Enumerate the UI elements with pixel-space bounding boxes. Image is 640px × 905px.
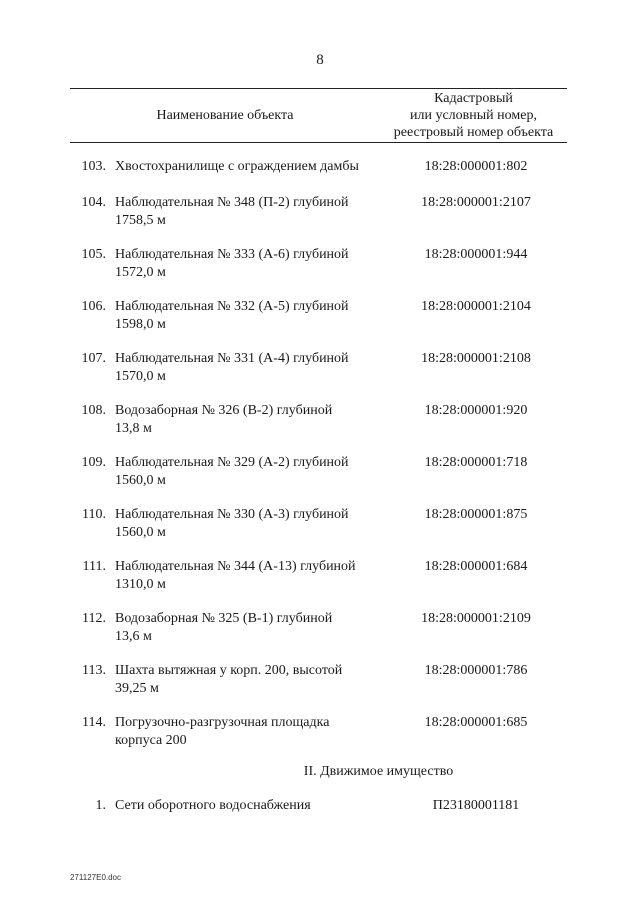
cadastral-number: 18:28:000001:684 [424, 559, 528, 574]
table-header [70, 88, 567, 143]
cadastral-number: 18:28:000001:920 [424, 403, 528, 418]
object-name-line1: Наблюдательная № 333 (А-6) глубиной [115, 247, 349, 262]
object-name-line2: 1572,0 м [115, 265, 166, 280]
row-number: 107. [81, 351, 106, 366]
document-code: 271127E0.doc [70, 873, 122, 882]
row-number: 108. [81, 403, 106, 418]
column-header-cadastral [380, 90, 567, 141]
object-name-line1: Наблюдательная № 330 (А-3) глубиной [115, 507, 349, 522]
object-name [115, 158, 385, 176]
row-number: 114. [82, 715, 106, 730]
object-name-line1: Наблюдательная № 344 (А-13) глубиной [115, 559, 356, 574]
object-name-line2: 1560,0 м [115, 473, 166, 488]
object-name [115, 194, 385, 230]
object-name [115, 246, 385, 282]
object-name-line2: 1310,0 м [115, 577, 166, 592]
object-name-line2: 1570,0 м [115, 369, 166, 384]
object-name-line1: Наблюдательная № 348 (П-2) глубиной [115, 195, 349, 210]
object-name-line1: Шахта вытяжная у корп. 200, высотой [115, 663, 343, 678]
object-name-line1: Наблюдательная № 332 (А-5) глубиной [115, 299, 349, 314]
object-name-line1: Водозаборная № 326 (В-2) глубиной [115, 403, 333, 418]
cadastral-number: 18:28:000001:2108 [421, 351, 531, 366]
column-header-cadastral-line1: Кадастровый [434, 91, 513, 106]
column-header-cadastral-line3: реестровый номер объекта [393, 125, 554, 140]
object-name-line1: Погрузочно-разгрузочная площадка [115, 715, 330, 730]
cadastral-number: 18:28:000001:2104 [421, 299, 531, 314]
object-name-line2: 1758,5 м [115, 213, 166, 228]
row-number: 105. [81, 247, 106, 262]
row-number: 113. [82, 663, 106, 678]
row-number: 110. [82, 507, 106, 522]
row-number: 104. [81, 195, 106, 210]
column-header-name: Наименование объекта [156, 108, 294, 123]
cadastral-number: 18:28:000001:2107 [421, 195, 531, 210]
cadastral-number: 18:28:000001:944 [424, 247, 528, 262]
page-number: 8 [316, 52, 324, 68]
section-title: II. Движимое имущество [303, 764, 454, 779]
row-number: 106. [81, 299, 106, 314]
object-name-line1: Хвостохранилище с ограждением дамбы [115, 159, 359, 174]
column-header-cadastral-line2: или условный номер, [410, 108, 537, 123]
object-name [115, 298, 385, 334]
object-name [115, 714, 385, 750]
cadastral-number: 18:28:000001:802 [424, 159, 528, 174]
cadastral-number: 18:28:000001:718 [424, 455, 528, 470]
row-number: 1. [95, 798, 106, 813]
object-name-line1: Сети оборотного водоснабжения [115, 798, 311, 813]
object-name [115, 662, 385, 698]
object-name-line2: 13,8 м [115, 421, 152, 436]
object-name [115, 454, 385, 490]
object-name [115, 402, 385, 438]
row-number: 111. [82, 559, 106, 574]
object-name-line2: 1560,0 м [115, 525, 166, 540]
object-name [115, 797, 385, 815]
object-name [115, 506, 385, 542]
row-number: 112. [82, 611, 106, 626]
row-number: 103. [81, 159, 106, 174]
object-name [115, 558, 385, 594]
object-name-line2: 39,25 м [115, 681, 159, 696]
row-number: 109. [81, 455, 106, 470]
object-name [115, 610, 385, 646]
cadastral-number: 18:28:000001:2109 [421, 611, 531, 626]
object-name-line1: Водозаборная № 325 (В-1) глубиной [115, 611, 333, 626]
object-name-line2: корпуса 200 [115, 733, 187, 748]
cadastral-number: 18:28:000001:685 [424, 715, 528, 730]
object-name-line1: Наблюдательная № 331 (А-4) глубиной [115, 351, 349, 366]
cadastral-number: 18:28:000001:875 [424, 507, 528, 522]
object-name-line2: 1598,0 м [115, 317, 166, 332]
object-name-line2: 13,6 м [115, 629, 152, 644]
object-name [115, 350, 385, 386]
registry-number: П23180001181 [432, 798, 520, 813]
object-name-line1: Наблюдательная № 329 (А-2) глубиной [115, 455, 349, 470]
cadastral-number: 18:28:000001:786 [424, 663, 528, 678]
